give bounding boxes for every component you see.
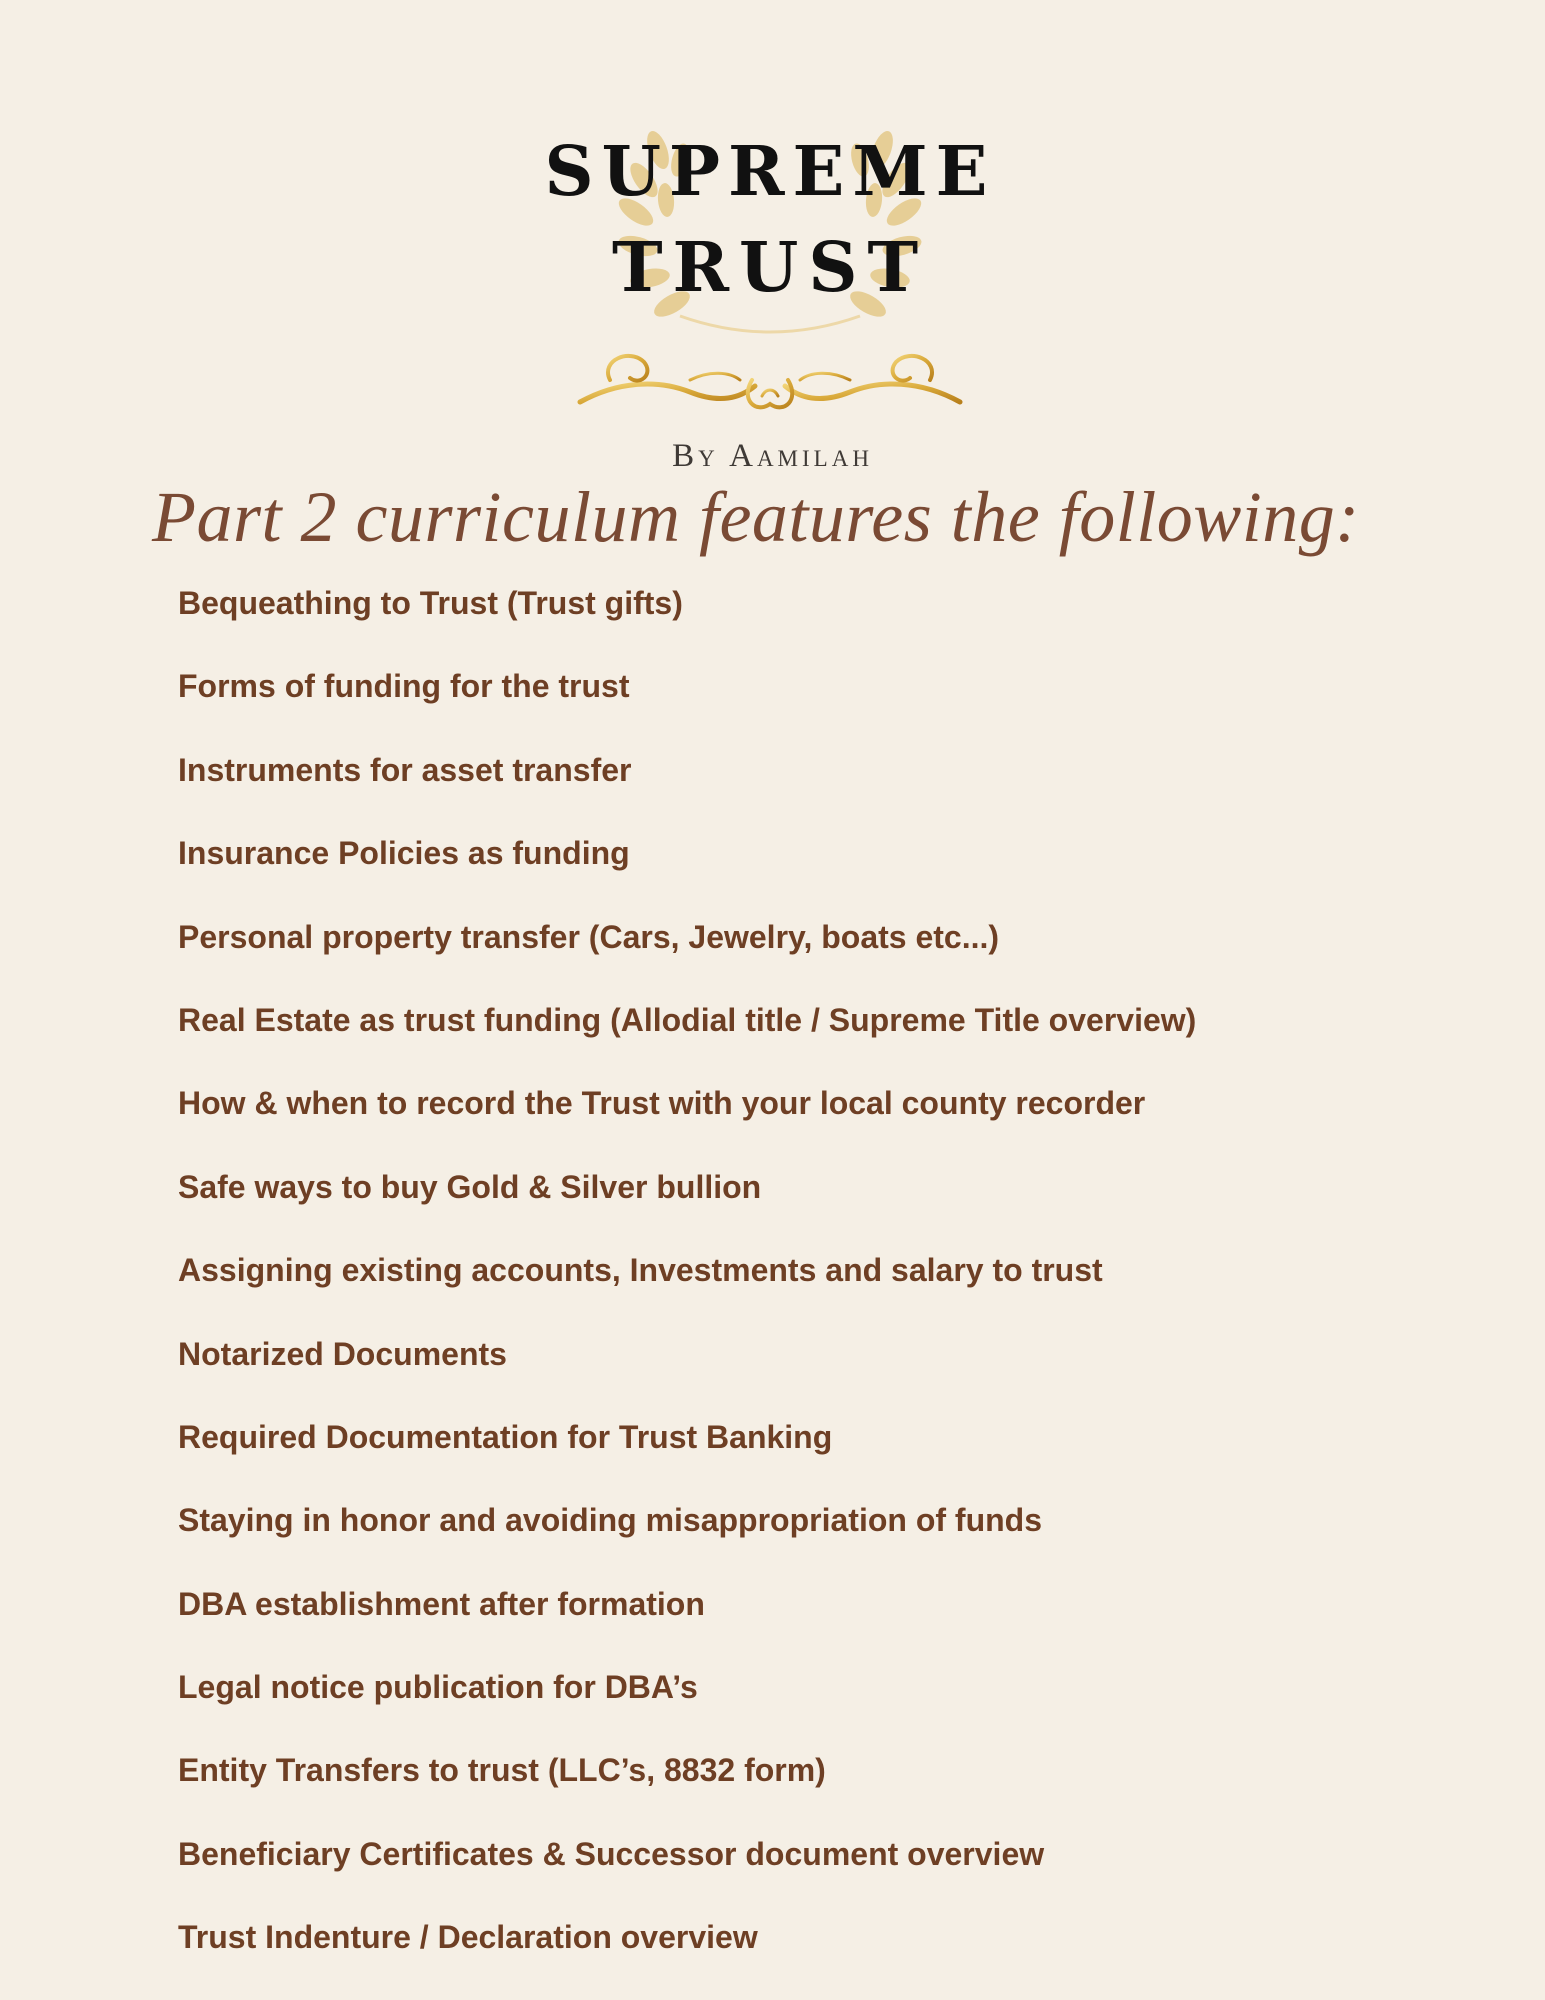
curriculum-item: DBA establishment after formation (178, 1585, 705, 1622)
curriculum-heading: Part 2 curriculum features the following: (152, 477, 1360, 557)
curriculum-item: Insurance Policies as funding (178, 835, 630, 872)
curriculum-item: Personal property transfer (Cars, Jewelry, boats etc...) (178, 918, 1000, 955)
curriculum-item: Beneficiary Certificates & Successor document overview (178, 1835, 1045, 1872)
curriculum-item: Trust Indenture / Declaration overview (178, 1919, 758, 1956)
curriculum-item: Entity Transfers to trust (LLC’s, 8832 form) (178, 1752, 826, 1789)
flourish-ornament (580, 356, 960, 407)
curriculum-item: Legal notice publication for DBA’s (178, 1669, 698, 1706)
curriculum-item: Required Documentation for Trust Banking (178, 1418, 833, 1455)
curriculum-item: Real Estate as trust funding (Allodial title / Supreme Title overview) (178, 1001, 1197, 1038)
byline: By Aamilah (672, 438, 873, 474)
curriculum-item: How & when to record the Trust with your local county recorder (178, 1085, 1146, 1122)
logo-word-supreme: SUPREME (544, 132, 996, 212)
logo-word-trust: TRUST (611, 228, 929, 308)
curriculum-item: Staying in honor and avoiding misappropriation of funds (178, 1502, 1042, 1539)
curriculum-item: Forms of funding for the trust (178, 668, 630, 705)
curriculum-item: Assigning existing accounts, Investments and salary to trust (178, 1252, 1103, 1289)
curriculum-item: Safe ways to buy Gold & Silver bullion (178, 1168, 762, 1205)
curriculum-item: Instruments for asset transfer (178, 751, 632, 788)
supreme-trust-logo (540, 80, 1000, 480)
curriculum-item: Bequeathing to Trust (Trust gifts) (178, 585, 683, 621)
curriculum-item: Notarized Documents (178, 1335, 507, 1372)
curriculum-list (178, 578, 1428, 1996)
